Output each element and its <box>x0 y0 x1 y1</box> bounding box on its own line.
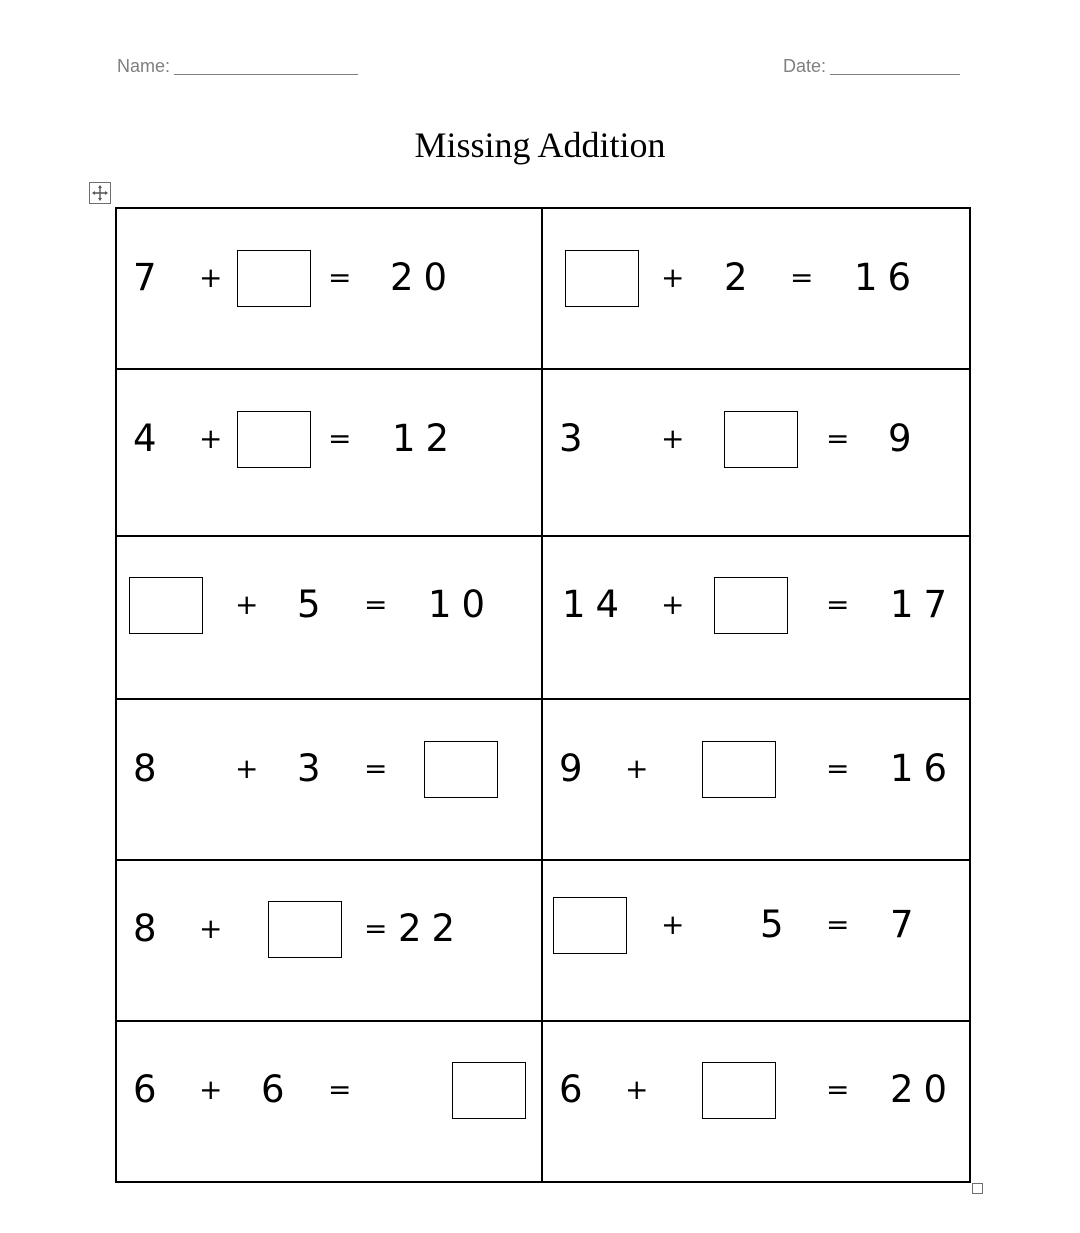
addend-number: 6 <box>133 1068 167 1111</box>
sum-number: 9 <box>888 417 922 460</box>
plus-sign: + <box>661 588 685 621</box>
addend-number: 8 <box>133 907 167 950</box>
sum-number: 20 <box>390 256 458 299</box>
worksheet-title: Missing Addition <box>414 125 666 165</box>
plus-sign: + <box>661 908 685 941</box>
equals-sign: = <box>826 422 850 455</box>
equals-sign: = <box>364 752 388 785</box>
addend-number: 7 <box>133 256 167 299</box>
plus-sign: + <box>235 752 259 785</box>
table-row-border <box>116 1020 971 1022</box>
equals-sign: = <box>790 261 814 294</box>
equals-sign: = <box>328 422 352 455</box>
sum-number: 16 <box>854 256 922 299</box>
plus-sign: + <box>199 422 223 455</box>
equals-sign: = <box>826 752 850 785</box>
addend-number: 14 <box>562 583 630 626</box>
plus-sign: + <box>199 261 223 294</box>
addend-number: 8 <box>133 747 167 790</box>
addend-number: 9 <box>559 747 593 790</box>
table-row-border <box>116 859 971 861</box>
plus-sign: + <box>235 588 259 621</box>
answer-box[interactable] <box>702 741 776 798</box>
sum-number: 16 <box>890 747 958 790</box>
answer-box[interactable] <box>724 411 798 468</box>
addend-number: 6 <box>261 1068 295 1111</box>
equals-sign: = <box>364 588 388 621</box>
addend-number: 6 <box>559 1068 593 1111</box>
sum-number: 7 <box>890 903 924 946</box>
table-column-divider <box>541 207 543 1183</box>
answer-box[interactable] <box>237 411 311 468</box>
plus-sign: + <box>199 912 223 945</box>
plus-sign: + <box>661 261 685 294</box>
date-label: Date: <box>783 56 827 76</box>
answer-box[interactable] <box>129 577 203 634</box>
addend-number: 4 <box>133 417 167 460</box>
sum-number: 12 <box>392 417 460 460</box>
answer-box[interactable] <box>268 901 342 958</box>
equals-sign: = <box>328 261 352 294</box>
answer-box[interactable] <box>553 897 627 954</box>
answer-box[interactable] <box>452 1062 526 1119</box>
table-row-border <box>116 535 971 537</box>
equals-sign: = <box>826 588 850 621</box>
sum-number: 22 <box>398 907 466 950</box>
addend-number: 3 <box>559 417 593 460</box>
name-label: Name: <box>117 56 171 76</box>
addend-number: 5 <box>297 583 331 626</box>
answer-box[interactable] <box>237 250 311 307</box>
table-left-border <box>115 207 117 1183</box>
sum-number: 10 <box>428 583 496 626</box>
addend-number: 5 <box>760 903 794 946</box>
table-row-border <box>116 698 971 700</box>
answer-box[interactable] <box>702 1062 776 1119</box>
equals-sign: = <box>328 1073 352 1106</box>
addend-number: 3 <box>297 747 331 790</box>
answer-box[interactable] <box>424 741 498 798</box>
table-row-border <box>116 207 971 209</box>
plus-sign: + <box>625 752 649 785</box>
plus-sign: + <box>625 1073 649 1106</box>
table-right-border <box>969 207 971 1183</box>
equals-sign: = <box>364 912 388 945</box>
answer-box[interactable] <box>714 577 788 634</box>
plus-sign: + <box>199 1073 223 1106</box>
table-row-border <box>116 1181 971 1183</box>
equals-sign: = <box>826 908 850 941</box>
answer-box[interactable] <box>565 250 639 307</box>
sum-number: 20 <box>890 1068 958 1111</box>
addend-number: 2 <box>724 256 758 299</box>
table-row-border <box>116 368 971 370</box>
sum-number: 17 <box>890 583 958 626</box>
equals-sign: = <box>826 1073 850 1106</box>
plus-sign: + <box>661 422 685 455</box>
